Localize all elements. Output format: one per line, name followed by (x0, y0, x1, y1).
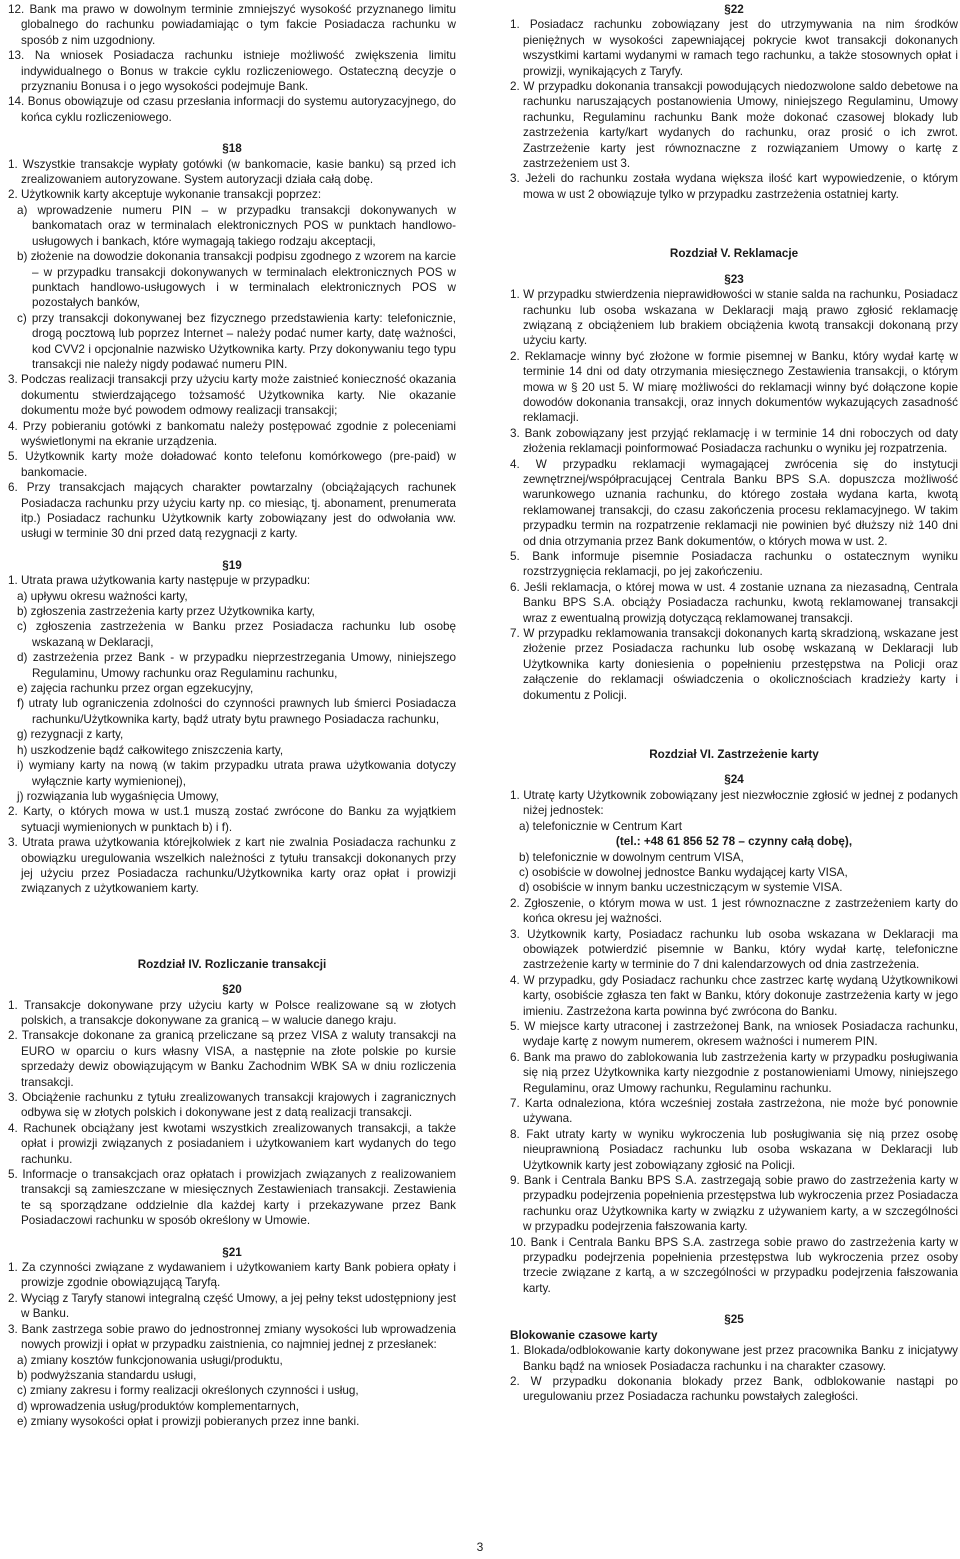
section-24-item-1d: d) osobiście w innym banku uczestniczącym w systemie VISA. (519, 881, 843, 895)
section-21-item-1: 1. Za czynności związane z wydawaniem i użytkowaniem karty Bank pobiera opłaty i prowizje zgodnie obowiązującą Taryfą. (8, 1261, 456, 1290)
section-24-item-1b: b) telefonicznie w dowolnym centrum VISA, (519, 850, 744, 864)
section-23-item-2: 2. Reklamacje winny być złożone w formie pisemnej w Banku, który wydał kartę w terminie 14 dni od daty otrzymania miesięcznego Zestawienia transakcji, o którym mowa w § 20 ust 5. W miarę możliwości do reklamacji winny być dołączone kopie dowodów dokonania transakcji, oraz innych dokumentów wykazujących zasadność reklamacji. (510, 349, 958, 425)
chapter-6-heading: Rozdział VI. Zastrzeżenie karty (649, 748, 819, 762)
section-19-heading: §19 (222, 558, 242, 572)
section-23-heading: §23 (724, 272, 744, 286)
section-22-item-3: 3. Jeżeli do rachunku została wydana większa ilość kart wypowiedzenie, o którym mowa w ust 2 obowiązuje tylko w przypadku zastrzeżenia ostatniej karty. (510, 172, 958, 201)
section-20-item-5: 5. Informacje o transakcjach oraz opłatach i prowizjach związanych z realizowaniem transakcji są zamieszczane w miesięcznych Zestawieniach transakcji. Zestawienia te są sporządzane oddzielnie dla każdej karty i przekazywane przez Bank Posiadaczowi rachunku w sposób określony w Umowie. (8, 1168, 456, 1228)
section-21-item-2: 2. Wyciąg z Taryfy stanowi integralną część Umowy, a jej pełny tekst udostępniony jest w Banku. (8, 1291, 456, 1321)
section-24-item-1c: c) osobiście w dowolnej jednostce Banku wydającej karty VISA, (519, 865, 848, 879)
page-number: 3 (476, 1540, 484, 1554)
section-22-heading: §22 (724, 3, 744, 16)
section-19-item-1e: e) zajęcia rachunku przez organ egzekucyjny, (17, 682, 254, 696)
section-18-item-5: 5. Użytkownik karty może doładować konto telefonu komórkowego (pre-paid) w bankomacie. (8, 450, 456, 479)
section-24-heading: §24 (724, 773, 744, 787)
section-18-item-2a: a) wprowadzenie numeru PIN – w przypadku transakcji dokonywanych w bankomatach oraz w terminalach elektronicznych POS w punktach handlowo-usługowych i bankach, które wymagają takiego rodzaju akceptacji, (17, 203, 456, 248)
section-21-item-3c: c) zmiany zakresu i formy realizacji określonych czynności i usług, (17, 1384, 359, 1398)
card-center-phone: (tel.: +48 61 856 52 78 – czynny całą dobę), (615, 835, 853, 849)
section-24-item-6: 6. Bank ma prawo do zablokowania lub zastrzeżenia karty w przypadku posługiwania się nią przez Użytkownika karty niezgodnie z postanowieniami Umowy, niniejszego Regulaminu, oraz Umowy rachunku, Regulaminu rachunku. (510, 1050, 958, 1095)
section-25-item-1: 1. Blokada/odblokowanie karty dokonywane jest przez pracownika Banku z inicjatywy Banku bądź na wniosek Posiadacza rachunku i na charakter czasowy. (510, 1344, 958, 1373)
section-21-heading: §21 (222, 1245, 242, 1259)
section-21-item-3e: e) zmiany wysokości opłat i prowizji pobieranych przez inne banki. (17, 1415, 360, 1429)
section-18-item-2: 2. Użytkownik karty akceptuje wykonanie transakcji poprzez: (8, 188, 322, 202)
section-20-item-1: 1. Transakcje dokonywane przy użyciu karty w Polsce realizowane są w złotych polskich, a transakcje dokonywane za granicą – w walucie danego kraju. (8, 998, 456, 1027)
section-18-item-3: 3. Podczas realizacji transakcji przy użyciu karty może zaistnieć konieczność okazania dokumentu stwierdzającego tożsamość Użytkownika karty. Nie okazanie dokumentu może być powodem odmowy realizacji transakcji; (8, 373, 456, 418)
section-19-item-1b: b) zgłoszenia zastrzeżenia karty przez Użytkownika karty, (17, 605, 315, 619)
section-24-item-3: 3. Użytkownik karty, Posiadacz rachunku lub osoba wskazana w Deklaracji ma obowiązek potwierdzić pisemnie w Banku, który wydał kartę, telefoniczne zastrzeżenie karty w terminie do 7 dni kalendarzowych od dnia zastrzeżenia. (510, 927, 958, 972)
section-19-item-2: 2. Karty, o których mowa w ust.1 muszą zostać zwrócone do Banku za wyjątkiem sytuacji wymienionych w punktach b) i f). (8, 805, 456, 834)
section-19-item-1g: g) rezygnacji z karty, (17, 728, 124, 742)
section-21-item-3a: a) zmiany kosztów funkcjonowania usługi/produktu, (17, 1353, 283, 1367)
section-19-item-1j: j) rozwiązania lub wygaśnięcia Umowy, (17, 789, 219, 803)
section-19-item-1: 1. Utrata prawa użytkowania karty następuje w przypadku: (8, 574, 311, 588)
section-20-item-2: 2. Transakcje dokonane za granicą przeliczane są przez VISA z waluty transakcji na EURO w oparciu o kurs własny VISA, a następnie na złote polskie po kursie sprzedaży dewiz obowiązującym w Banku Zachodnim WBK SA w dniu rozliczenia transakcji. (8, 1029, 456, 1089)
section-19-item-1h: h) uszkodzenie bądź całkowitego zniszczenia karty, (17, 743, 284, 757)
section-18-heading: §18 (222, 142, 242, 156)
section-25-title: Blokowanie czasowe karty (510, 1328, 658, 1342)
section-23-item-5: 5. Bank informuje pisemnie Posiadacza rachunku o ostatecznym wyniku rozstrzygnięcia reklamacji, po jej zakończeniu. (510, 550, 958, 579)
right-column (510, 2, 958, 1405)
section-18-item-2b: b) złożenie na dowodzie dokonania transakcji podpisu zgodnego z wzorem na karcie – w przypadku transakcji dokonywanych w terminalach elektronicznych POS w punktach handlowo-usługowych i w terminalach elektronicznych POS w pozostałych banków, (17, 250, 456, 310)
section-19-item-3: 3. Utrata prawa użytkowania którejkolwiek z kart nie zwalnia Posiadacza rachunku z obowiązku uregulowania wszelkich należności z tytułu transakcji dokonanych przy jej użyciu przez Posiadacza rachunku/Użytkownika karty oraz opłat i prowizji związanych z użytkowaniem karty. (8, 836, 456, 896)
left-column (8, 2, 456, 1430)
section-22-item-2: 2. W przypadku dokonania transakcji powodujących niedozwolone saldo debetowe na rachunku naruszających postanowienia Umowy, niniejszego Regulaminu, Umowy rachunku, Regulaminu rachunku Bank może dokonać czasowej blokady lub zastrzeżenia karty/kart wydanych do rachunku, oraz prosić o ich zwrot. Zastrzeżenie karty jest równoznaczne z rozwiązaniem Umowy o kartę z zastrzeżeniem ust 3. (510, 80, 958, 171)
section-18-item-1: 1. Wszystkie transakcje wypłaty gotówki (w bankomacie, kasie banku) są przed ich zrealizowaniem autoryzowane. System autoryzacji działa całą dobę. (8, 157, 456, 187)
section-24-item-5: 5. W miejsce karty utraconej i zastrzeżonej Bank, na wniosek Posiadacza rachunku, wydaje kartę z nowym numerem, okresem ważności i numerem PIN. (510, 1019, 958, 1049)
chapter-5-heading: Rozdział V. Reklamacje (669, 247, 799, 261)
section-24-item-2: 2. Zgłoszenie, o którym mowa w ust. 1 jest równoznaczne z zastrzeżeniem karty do końca okresu jej ważności. (510, 896, 958, 926)
section-24-item-1a: a) telefonicznie w Centrum Kart (519, 819, 683, 833)
section-21-item-3b: b) podwyższania standardu usługi, (17, 1368, 197, 1382)
section-24-item-7: 7. Karta odnaleziona, która wcześniej została zastrzeżona, nie może być ponownie używana. (510, 1097, 958, 1126)
chapter-4-heading: Rozdział IV. Rozliczanie transakcji (137, 957, 327, 971)
section-24-item-4: 4. W przypadku, gdy Posiadacz rachunku chce zastrzec kartę wydaną Użytkownikowi karty, osobiście zgłasza ten fakt w Banku, który dokonuje zastrzeżenia karty w jego imieniu. Zastrzeżona karta powinna być zwrócona do Banku. (510, 973, 958, 1018)
section-20-item-4: 4. Rachunek obciążany jest kwotami wszystkich zrealizowanych transakcji, a także opłat i prowizji związanych z posiadaniem i użytkowaniem kart wydanych do tego rachunku. (8, 1121, 456, 1166)
section-24-item-9: 9. Bank i Centrala Banku BPS S.A. zastrzegają sobie prawo do zastrzeżenia karty w przypadku podejrzenia popełnienia przestępstwa lub wykroczenia przez Posiadacza rachunku oraz Użytkownika karty w związku z używaniem karty, a w szczególności w przypadku podejrzenia fałszowania karty. (510, 1174, 958, 1234)
section-19-item-1i: i) wymiany karty na nową (w takim przypadku utrata prawa użytkowania dotyczy wyłącznie karty wymienionej), (17, 759, 456, 788)
section-19-item-1d: d) zastrzeżenia przez Bank - w przypadku nieprzestrzegania Umowy, niniejszego Regulaminu, Umowy rachunku oraz Regulaminu rachunku, (17, 651, 456, 680)
paragraph-12: 12. Bank ma prawo w dowolnym terminie zmniejszyć wysokość przyznanego limitu globalnego do rachunku powiadamiając o tym fakcie Posiadacza rachunku w sposób z nim uzgodniony. (8, 3, 456, 47)
section-24-item-1: 1. Utratę karty Użytkownik zobowiązany jest niezwłocznie zgłosić w jednej z podanych niżej jednostek: (510, 788, 958, 818)
section-21-item-3d: d) wprowadzenia usług/produktów komplementarnych, (17, 1399, 299, 1413)
section-25-heading: §25 (724, 1313, 744, 1327)
section-20-heading: §20 (222, 983, 242, 997)
section-18-item-2c: c) przy transakcji dokonywanej bez fizycznego przedstawienia karty: telefonicznie, drogą pocztową lub poprzez Internet – należy podać numer karty, datę ważności, kod CVV2 i opcjonalnie nazwisko Użytkownika karty. Przy dokonywaniu tego typu transakcji nie należy nigdy podawać numeru PIN. (17, 311, 456, 371)
section-23-item-4: 4. W przypadku reklamacji wymagającej zwrócenia się do instytucji zewnętrznej/współpracującej Centrala Banku BPS S.A. dopuszcza możliwość warunkowego uznania rachunku, do którego została wydana karta, kwotą reklamowanej transakcji, do czasu zakończenia procesu reklamacyjnego. W takim przypadku termin na rozpatrzenie reklamacji nie powinien być dłuższy niż 140 dni od dnia otrzymania przez Bank dokumentów, o których mowa w ust. 2. (510, 457, 958, 548)
section-18-item-6: 6. Przy transakcjach mających charakter powtarzalny (obciążających rachunek Posiadacza rachunku przy użyciu karty np. co miesiąc, tj. abonament, prenumerata itp.) Posiadacz rachunku Użytkownik karty zobowiązany jest do odwołania ww. usługi w terminie 30 dni przed datą rezygnacji z karty. (8, 481, 456, 541)
paragraph-13: 13. Na wniosek Posiadacza rachunku istnieje możliwość zwiększenia limitu indywidualnego o Bonus w trakcie cyklu rozliczeniowego. Ostateczną decyzje o przyznaniu Bonusa i o jego wysokości podejmuje Bank. (8, 49, 456, 94)
section-22-item-1: 1. Posiadacz rachunku zobowiązany jest do utrzymywania na nim środków pieniężnych w wysokości zapewniającej pokrycie kwot transakcji dokonanych wszystkimi kartami wydanymi w ramach tego rachunku, a także stosownych opłat i prowizji, wynikających z Taryfy. (510, 18, 958, 78)
section-23-item-6: 6. Jeśli reklamacja, o której mowa w ust. 4 zostanie uznana za niezasadną, Centrala Banku BPS S.A. obciąży Posiadacza rachunku, kwotą reklamowanej transakcji wraz z ewentualną prowizją dotyczącą reklamowanej transakcji. (510, 580, 958, 625)
section-25-item-2: 2. W przypadku dokonania blokady przez Bank, odblokowanie nastąpi po uregulowaniu przez Posiadacza rachunku powstałych zaległości. (510, 1374, 958, 1404)
section-21-item-3: 3. Bank zastrzega sobie prawo do jednostronnej zmiany wysokości lub wprowadzenia nowych prowizji i opłat w przypadku zaistnienia, co najmniej jednej z przesłanek: (8, 1322, 456, 1352)
section-19-item-1f: f) utraty lub ograniczenia zdolności do czynności prawnych lub śmierci Posiadacza rachunku/Użytkownika karty, bądź utraty bytu prawnego Posiadacza rachunku, (17, 697, 456, 726)
section-23-item-3: 3. Bank zobowiązany jest przyjąć reklamację i w terminie 14 dni roboczych od daty złożenia reklamacji poinformować Posiadacza rachunku o wyniku jej rozpatrzenia. (510, 426, 958, 456)
section-24-item-10: 10. Bank i Centrala Banku BPS S.A. zastrzega sobie prawo do zastrzeżenia karty w przypadku podejrzenia popełnienia przestępstwa lub wykroczenia przez osoby trzecie związane z kartą, a w szczególności w przypadku podejrzenia fałszowania karty. (510, 1235, 958, 1295)
section-24-item-8: 8. Fakt utraty karty w wyniku wykroczenia lub posługiwania się nią przez osobę nieuprawnioną Posiadacz rachunku lub osoba wskazana w Deklaracji lub Użytkownik karty jest zobowiązany zgłosić na Policji. (510, 1127, 958, 1172)
section-19-item-1c: c) zgłoszenia zastrzeżenia w Banku przez Posiadacza rachunku lub osobę wskazaną w Deklaracji, (17, 620, 456, 649)
section-23-item-1: 1. W przypadku stwierdzenia nieprawidłowości w stanie salda na rachunku, Posiadacz rachunku lub osoba wskazana w Deklaracji mają prawo zgłosić reklamację związaną z obciążeniem lub brakiem obciążenia kwotą transakcji dokonaną przy użyciu karty. (510, 288, 958, 348)
section-19-item-1a: a) upływu okresu ważności karty, (17, 589, 188, 603)
paragraph-14: 14. Bonus obowiązuje od czasu przesłania informacji do systemu autoryzacyjnego, do końca cyklu rozliczeniowego. (8, 95, 456, 124)
section-20-item-3: 3. Obciążenie rachunku z tytułu zrealizowanych transakcji krajowych i zagranicznych odbywa się w złotych polskich i dokonywane jest z datą realizacji transakcji. (8, 1091, 456, 1120)
section-23-item-7: 7. W przypadku reklamowania transakcji dokonanych kartą skradzioną, wskazane jest złożenie przez Posiadacza rachunku lub osobę wskazaną w Deklaracji lub Użytkownika karty doniesienia o popełnieniu przestępstwa na Policji oraz załączenie do reklamacji oświadczenia o okolicznościach kradzieży karty i dokumentu z Policji. (510, 627, 958, 702)
section-18-item-4: 4. Przy pobieraniu gotówki z bankomatu należy postępować zgodnie z poleceniami wyświetlonymi na ekranie urządzenia. (8, 419, 456, 448)
